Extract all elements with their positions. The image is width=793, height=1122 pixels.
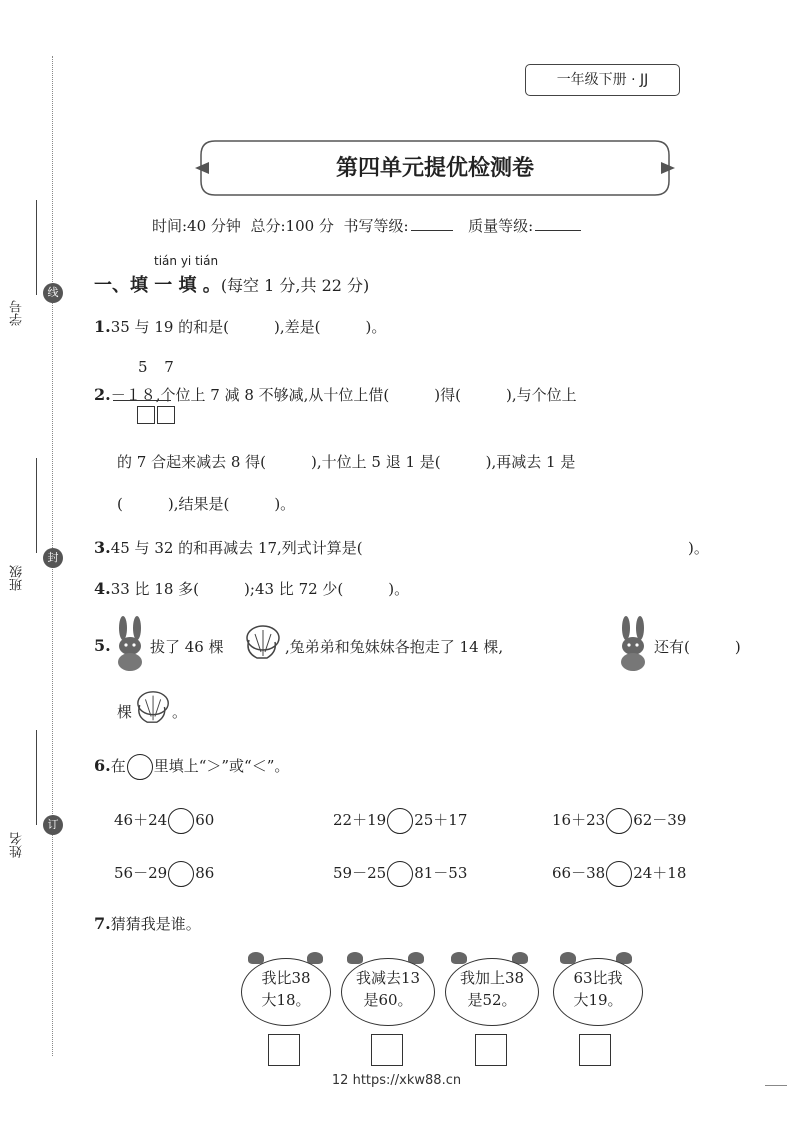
vertical-top-digits: 5 7 [138,358,180,376]
question-number: 6. [94,756,111,775]
page-title: 第四单元提优检测卷 [335,155,534,181]
compare-item [552,808,686,834]
question-2 [94,384,577,405]
compare-item [114,861,214,887]
question-2-line2: 的 7 合起来减去 8 得( ),十位上 5 退 1 是( ),再减去 1 是 [117,453,576,471]
grade-tag: 一年级下册 · JJ [525,64,680,96]
corner-rule [765,1085,787,1086]
question-5 [94,636,111,655]
question-1 [94,316,386,337]
question-number: 3. [94,538,111,557]
compare-right: 60 [195,811,215,829]
quality-grade-blank[interactable] [535,216,581,231]
compare-circle[interactable] [606,808,632,834]
cabbage-icon [243,622,285,662]
bubble-line: 大18。 [261,991,311,1009]
bubble-line: 63比我 [573,969,623,987]
question-5-part2: ,兔弟弟和兔妹妹各抱走了 14 棵, [285,638,504,656]
bubble-ear [451,952,467,964]
guess-bubble-4 [553,958,643,1026]
compare-right: 62－39 [633,811,687,829]
rabbit-icon [615,616,651,672]
answer-box-1[interactable] [268,1034,300,1066]
question-3-end: )。 [688,539,709,557]
question-3 [94,537,363,558]
compare-right: 25＋17 [414,811,468,829]
class-write-line [36,458,37,553]
question-number: 5. [94,636,111,655]
compare-circle-example [127,754,153,780]
writing-grade-blank[interactable] [411,216,453,231]
writing-grade-label: 书写等级: [343,217,409,235]
question-1-text: 35 与 19 的和是( ),差是( )。 [110,318,387,336]
question-5-line2-end: 。 [172,703,188,721]
section-pinyin: tián yi tián [154,254,219,268]
question-number: 2. [94,385,111,404]
bubble-line: 我减去13 [355,969,421,987]
compare-left: 59－25 [333,864,387,882]
compare-left: 22＋19 [333,811,387,829]
section-title: 一、填 一 填 。 [94,275,221,296]
section-score-note: (每空 1 分,共 22 分) [220,276,370,295]
bubble-line: 大19。 [573,991,623,1009]
name-write-line [36,730,37,825]
student-id-write-line [36,200,37,295]
question-number: 1. [94,317,111,336]
compare-left: 66－38 [552,864,606,882]
bubble-line: 是52。 [467,991,517,1009]
guess-bubble-2 [341,958,435,1026]
exam-info-line [152,215,581,236]
question-5-part3: 还有( ) [654,638,741,656]
compare-circle[interactable] [168,861,194,887]
compare-circle[interactable] [387,861,413,887]
binding-mark-feng: 封 [43,548,63,568]
section-heading [94,271,369,297]
question-4-text: 33 比 18 多( );43 比 72 少( )。 [110,580,410,598]
vertical-minus-row: －１８ [110,386,156,404]
question-number: 4. [94,579,111,598]
compare-circle[interactable] [387,808,413,834]
question-4 [94,578,409,599]
binding-mark-ding: 订 [43,815,63,835]
compare-item [333,861,467,887]
question-3-text: 45 与 32 的和再减去 17,列式计算是( [110,539,363,557]
rabbit-icon [112,616,148,672]
guess-bubble-1 [241,958,331,1026]
compare-right: 81－53 [414,864,468,882]
question-number: 7. [94,914,111,933]
answer-box-2[interactable] [371,1034,403,1066]
bubble-line: 是60。 [363,991,413,1009]
page-footer: 12 https://xkw88.cn [331,1073,462,1088]
student-id-label: 学号 [10,300,25,326]
answer-box-3[interactable] [475,1034,507,1066]
question-6-text-after: 里填上“＞”或“＜”。 [153,757,290,775]
compare-circle[interactable] [606,861,632,887]
guess-bubble-3 [445,958,539,1026]
vertical-calc-line [113,400,171,401]
compare-item [552,861,686,887]
class-label: 班级 [10,565,25,591]
compare-right: 86 [195,864,215,882]
compare-item [333,808,467,834]
binding-mark-xian: 线 [43,283,63,303]
compare-left: 56－29 [114,864,168,882]
bubble-ear [347,952,363,964]
score-info: 总分:100 分 [250,217,334,235]
compare-circle[interactable] [168,808,194,834]
compare-right: 24＋18 [633,864,687,882]
answer-digit-box-ones[interactable] [157,406,175,424]
compare-item [114,808,214,834]
question-7-text: 猜猜我是谁。 [110,915,201,933]
question-7 [94,913,201,934]
bubble-line: 我加上38 [459,969,525,987]
question-5-part1: 拔了 46 棵 [150,638,224,656]
question-6 [94,754,289,780]
answer-box-4[interactable] [579,1034,611,1066]
question-2-line1: ,个位上 7 减 8 不够减,从十位上借( )得( ),与个位上 [155,386,577,404]
quality-grade-label: 质量等级: [468,217,534,235]
time-info: 时间:40 分钟 [152,217,241,235]
question-6-text-before: 在 [110,757,126,775]
question-2-line3: ( ),结果是( )。 [117,495,296,513]
compare-left: 46＋24 [114,811,168,829]
answer-digit-box-tens[interactable] [137,406,155,424]
bubble-line: 我比38 [261,969,311,987]
question-5-line2: 棵 [117,703,133,721]
cabbage-icon [134,688,174,726]
compare-left: 16＋23 [552,811,606,829]
name-label: 姓名 [10,832,25,858]
